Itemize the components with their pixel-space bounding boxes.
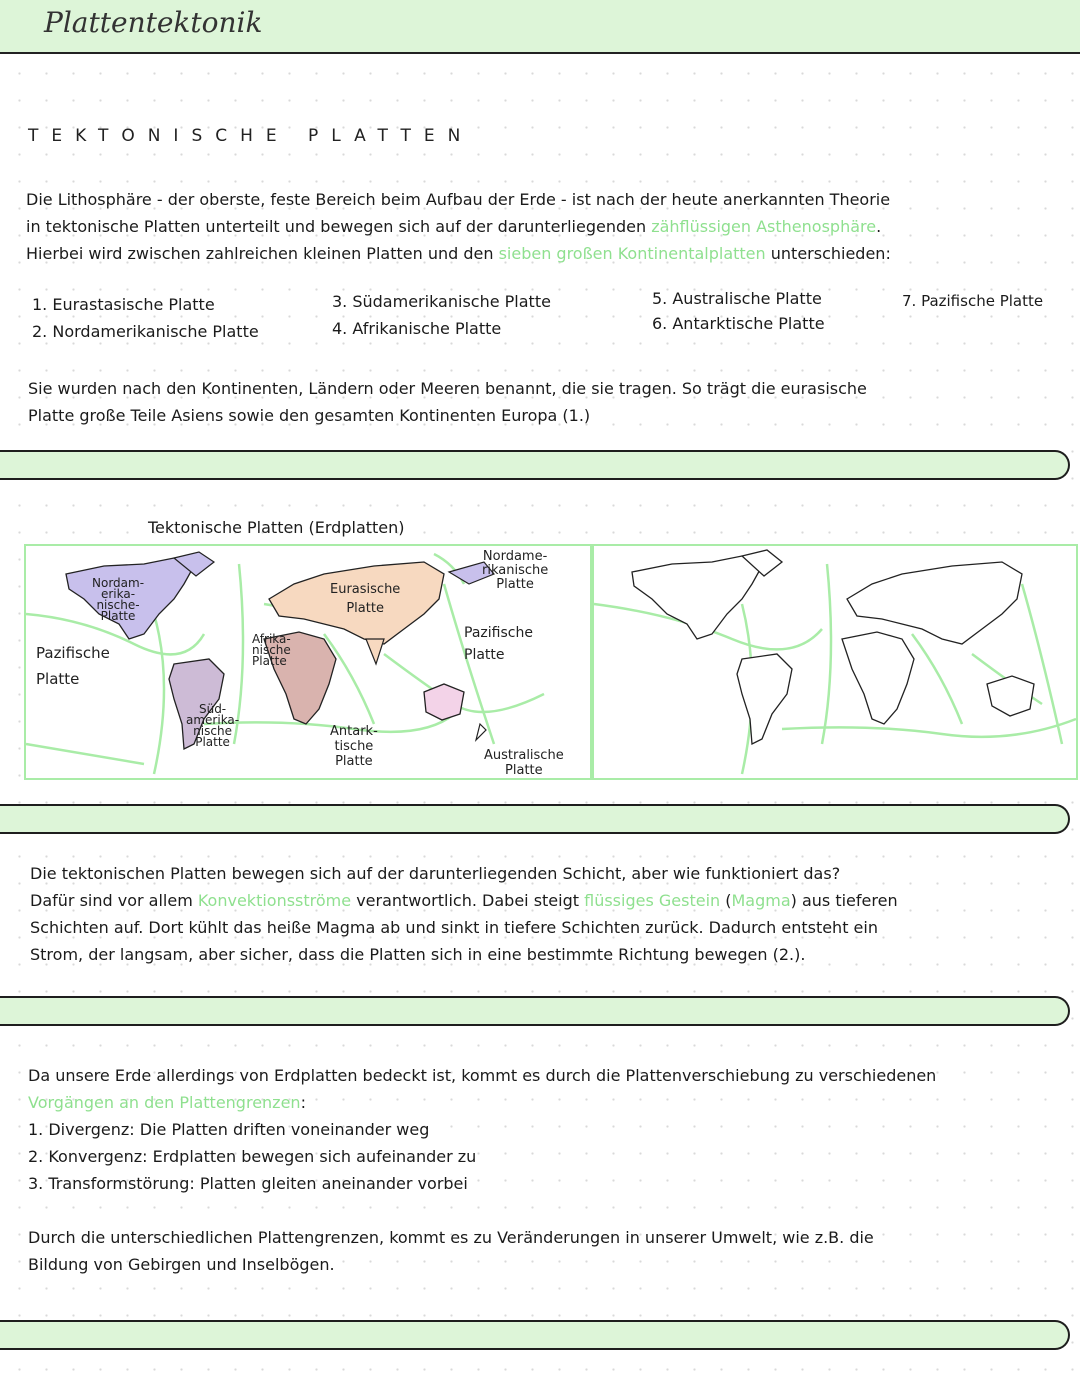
section-divider	[0, 1320, 1070, 1350]
movement-paragraph	[30, 860, 1070, 968]
boundaries-text: :	[300, 1093, 306, 1112]
intro-text: in tektonische Platten unterteilt und bewegen sich auf der darunterliegenden	[26, 217, 652, 236]
movement-text: Dafür sind vor allem	[30, 891, 198, 910]
section-heading: TEKTONISCHE PLATTEN	[28, 126, 474, 146]
label-south-american-plate: Süd- amerika- nische Platte	[186, 702, 240, 749]
plate-list-item: 1. Eurastasische Platte	[32, 295, 215, 314]
boundary-type-item: 3. Transformstörung: Platten gleiten aneinander vorbei	[28, 1174, 468, 1193]
plate-list-item: 6. Antarktische Platte	[652, 314, 825, 333]
label-australian-plate: Australische Platte	[484, 748, 564, 778]
label-north-american-plate: Nordam- erika- nische- Platte	[92, 576, 145, 623]
plate-list-item: 2. Nordamerikanische Platte	[32, 322, 259, 341]
plate-list-item: 4. Afrikanische Platte	[332, 319, 502, 338]
plate-list-item: 5. Australische Platte	[652, 289, 822, 308]
label-north-american-plate-east: Nordame- rikanische Platte	[482, 549, 549, 592]
label-pacific-plate-west: Pazifische Platte	[36, 644, 110, 688]
world-map-outline	[592, 544, 1078, 780]
intro-text: .	[876, 217, 882, 236]
naming-line-2: Platte große Teile Asiens sowie den gesamten Kontinenten Europa (1.)	[28, 406, 591, 425]
liquid-rock-highlight: flüssiges Gestein	[584, 891, 721, 910]
movement-text: (	[720, 891, 732, 910]
movement-line-1: Die tektonischen Platten bewegen sich auf der darunterliegenden Schicht, aber wie funktioniert das?	[30, 864, 841, 883]
boundary-type-item: 2. Konvergenz: Erdplatten bewegen sich aufeinander zu	[28, 1147, 477, 1166]
label-pacific-plate-east: Pazifische Platte	[464, 625, 533, 663]
boundary-type-item: 1. Divergenz: Die Platten driften voneinander weg	[28, 1120, 430, 1139]
movement-text: ) aus tieferen	[790, 891, 898, 910]
plate-list-item: 7. Pazifische Platte	[902, 292, 1044, 310]
section-divider	[0, 804, 1070, 834]
movement-line-4: Strom, der langsam, aber sicher, dass die Platten sich in eine bestimmte Richtung bewegen (2.).	[30, 945, 806, 964]
map-caption: Tektonische Platten (Erdplatten)	[148, 518, 405, 537]
intro-text: Hierbei wird zwischen zahlreichen kleinen Platten und den	[26, 244, 499, 263]
intro-line-3	[26, 240, 1066, 267]
label-african-plate: Afrika- nische Platte	[252, 632, 291, 668]
section-divider	[0, 450, 1070, 480]
intro-line-1: Die Lithosphäre - der oberste, feste Bereich beim Aufbau der Erde - ist nach der heute anerkannten Theorie	[26, 190, 891, 209]
naming-line-1: Sie wurden nach den Kontinenten, Ländern oder Meeren benannt, die sie tragen. So trägt die eurasische	[28, 379, 867, 398]
boundaries-line-2	[28, 1089, 1068, 1116]
label-antarctic-plate: Antark- tische Platte	[330, 724, 378, 769]
movement-text: verantwortlich. Dabei steigt	[351, 891, 585, 910]
boundaries-paragraph	[28, 1062, 1068, 1197]
section-divider	[0, 996, 1070, 1026]
label-eurasian-plate: Eurasische Platte	[330, 582, 401, 616]
magma-highlight: Magma	[731, 891, 791, 910]
intro-paragraph	[26, 186, 1066, 267]
plate-list-item: 3. Südamerikanische Platte	[332, 292, 551, 311]
seven-plates-highlight: sieben großen Kontinentalplatten	[498, 244, 766, 263]
australia-shape	[424, 684, 464, 720]
plate-boundaries-highlight: Vorgängen an den Plattengrenzen	[28, 1093, 301, 1112]
movement-line-3: Schichten auf. Dort kühlt das heiße Magma ab und sinkt in tiefere Schichten zurück. Dadurch entsteht ein	[30, 918, 878, 937]
asthenosphere-highlight: zähflüssigen Asthenosphäre	[651, 217, 877, 236]
intro-text: unterschieden:	[765, 244, 891, 263]
convection-highlight: Konvektionsströme	[197, 891, 352, 910]
title-bar	[0, 0, 1080, 54]
naming-paragraph	[28, 375, 1068, 429]
conclusion-paragraph	[28, 1224, 1068, 1278]
boundaries-line-1: Da unsere Erde allerdings von Erdplatten bedeckt ist, kommt es durch die Plattenverschiebung zu verschiedenen	[28, 1066, 937, 1085]
movement-line-2	[30, 887, 1070, 914]
intro-line-2	[26, 213, 1066, 240]
conclusion-line-2: Bildung von Gebirgen und Inselbögen.	[28, 1255, 335, 1274]
page-title: Plattentektonik	[44, 6, 263, 39]
conclusion-line-1: Durch die unterschiedlichen Plattengrenzen, kommt es zu Veränderungen in unserer Umwelt, wie z.B. die	[28, 1228, 874, 1247]
